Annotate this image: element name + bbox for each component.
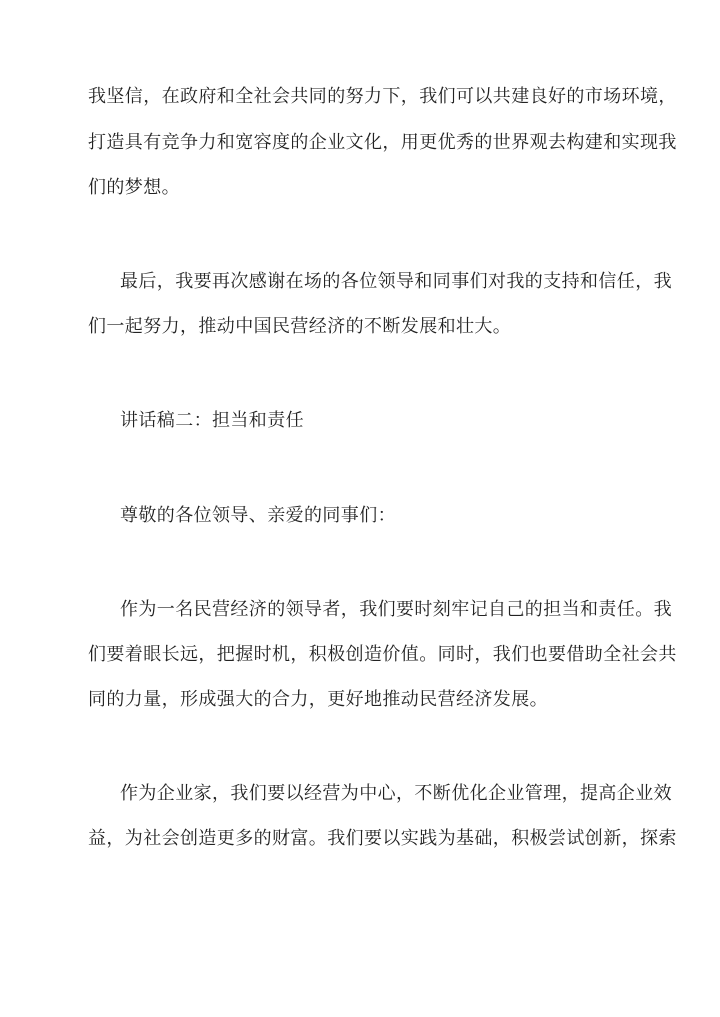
section-heading: 讲话稿二：担当和责任 — [120, 410, 304, 431]
paragraph-2-line-2: 们一起努力，推动中国民营经济的不断发展和壮大。 — [88, 316, 512, 337]
paragraph-1-line-2: 打造具有竞争力和宽容度的企业文化，用更优秀的世界观去构建和实现我 — [88, 132, 677, 153]
paragraph-1-line-3: 们的梦想。 — [88, 177, 180, 198]
paragraph-6-line-1: 作为企业家，我们要以经营为中心，不断优化企业管理，提高企业效 — [120, 783, 672, 804]
paragraph-6-line-2: 益，为社会创造更多的财富。我们要以实践为基础，积极尝试创新，探索 — [88, 828, 677, 849]
paragraph-5-line-1: 作为一名民营经济的领导者，我们要时刻牢记自己的担当和责任。我 — [120, 599, 672, 620]
paragraph-5-line-2: 们要着眼长远，把握时机，积极创造价值。同时，我们也要借助全社会共 — [88, 644, 677, 665]
paragraph-2-line-1: 最后，我要再次感谢在场的各位领导和同事们对我的支持和信任，我 — [120, 271, 672, 292]
salutation: 尊敬的各位领导、亲爱的同事们： — [120, 505, 396, 526]
paragraph-5-line-3: 同的力量，形成强大的合力，更好地推动民营经济发展。 — [88, 689, 548, 710]
paragraph-1-line-1: 我坚信，在政府和全社会共同的努力下，我们可以共建良好的市场环境， — [88, 86, 677, 107]
